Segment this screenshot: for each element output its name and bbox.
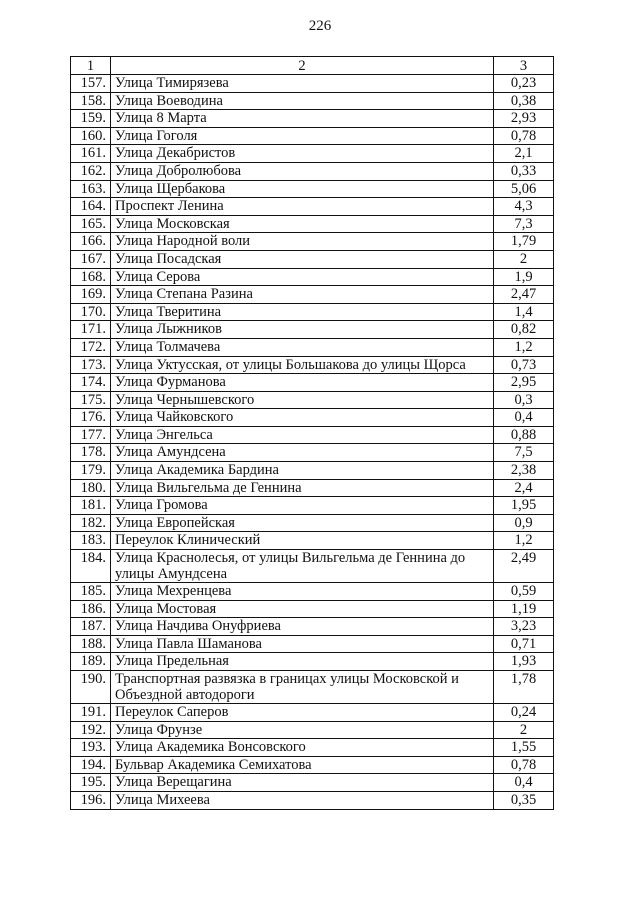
- street-name: Улица Добролюбова: [111, 162, 494, 180]
- street-name: Улица Московская: [111, 215, 494, 233]
- length-value: 5,06: [494, 180, 554, 198]
- street-name: Улица Гоголя: [111, 127, 494, 145]
- length-value: 0,71: [494, 635, 554, 653]
- row-number: 193.: [71, 739, 111, 757]
- row-number: 184.: [71, 550, 111, 583]
- row-number: 171.: [71, 321, 111, 339]
- table-row: [71, 704, 554, 722]
- street-name: Улица Академика Бардина: [111, 462, 494, 480]
- street-name: Улица 8 Марта: [111, 110, 494, 128]
- length-value: 1,55: [494, 739, 554, 757]
- street-name: Улица Вильгельма де Геннина: [111, 479, 494, 497]
- row-number: 159.: [71, 110, 111, 128]
- street-name: Улица Толмачева: [111, 338, 494, 356]
- row-number: 195.: [71, 774, 111, 792]
- row-number: 161.: [71, 145, 111, 163]
- street-name: Улица Декабристов: [111, 145, 494, 163]
- table-row: [71, 514, 554, 532]
- table-row: [71, 356, 554, 374]
- table-header-row: [71, 57, 554, 75]
- street-name: Улица Степана Разина: [111, 286, 494, 304]
- street-name: Улица Фрунзе: [111, 721, 494, 739]
- length-value: 0,4: [494, 774, 554, 792]
- row-number: 186.: [71, 600, 111, 618]
- length-value: 0,78: [494, 756, 554, 774]
- length-value: 0,24: [494, 704, 554, 722]
- length-value: 3,23: [494, 618, 554, 636]
- row-number: 177.: [71, 426, 111, 444]
- street-name: Улица Мехренцева: [111, 583, 494, 601]
- length-value: 0,88: [494, 426, 554, 444]
- table-row: [71, 303, 554, 321]
- table-row: [71, 756, 554, 774]
- table-row: [71, 600, 554, 618]
- street-name: Улица Тимирязева: [111, 75, 494, 93]
- street-name: Улица Верещагина: [111, 774, 494, 792]
- row-number: 187.: [71, 618, 111, 636]
- length-value: 0,9: [494, 514, 554, 532]
- street-name: Улица Уктусская, от улицы Большакова до улицы Щорса: [111, 356, 494, 374]
- row-number: 190.: [71, 671, 111, 704]
- row-number: 163.: [71, 180, 111, 198]
- street-name: Улица Чайковского: [111, 409, 494, 427]
- row-number: 167.: [71, 250, 111, 268]
- length-value: 1,19: [494, 600, 554, 618]
- street-name: Улица Амундсена: [111, 444, 494, 462]
- row-number: 194.: [71, 756, 111, 774]
- street-name: Транспортная развязка в границах улицы Московской и Объездной автодороги: [111, 671, 494, 704]
- row-number: 160.: [71, 127, 111, 145]
- row-number: 188.: [71, 635, 111, 653]
- length-value: 0,33: [494, 162, 554, 180]
- length-value: 1,78: [494, 671, 554, 704]
- row-number: 158.: [71, 92, 111, 110]
- length-value: 0,4: [494, 409, 554, 427]
- length-value: 1,79: [494, 233, 554, 251]
- row-number: 176.: [71, 409, 111, 427]
- row-number: 196.: [71, 791, 111, 809]
- table-row: [71, 321, 554, 339]
- table-row: [71, 671, 554, 704]
- length-value: 7,5: [494, 444, 554, 462]
- row-number: 166.: [71, 233, 111, 251]
- row-number: 165.: [71, 215, 111, 233]
- row-number: 183.: [71, 532, 111, 550]
- row-number: 192.: [71, 721, 111, 739]
- length-value: 0,23: [494, 75, 554, 93]
- table-row: [71, 721, 554, 739]
- street-name: Улица Академика Вонсовского: [111, 739, 494, 757]
- table-row: [71, 635, 554, 653]
- street-name: Улица Михеева: [111, 791, 494, 809]
- row-number: 185.: [71, 583, 111, 601]
- row-number: 180.: [71, 479, 111, 497]
- length-value: 2: [494, 721, 554, 739]
- row-number: 164.: [71, 198, 111, 216]
- length-value: 1,2: [494, 532, 554, 550]
- table-row: [71, 479, 554, 497]
- length-value: 1,4: [494, 303, 554, 321]
- length-value: 2,93: [494, 110, 554, 128]
- street-name: Улица Лыжников: [111, 321, 494, 339]
- column-header-3: 3: [494, 57, 554, 75]
- length-value: 1,95: [494, 497, 554, 515]
- length-value: 0,35: [494, 791, 554, 809]
- street-name: Проспект Ленина: [111, 198, 494, 216]
- row-number: 157.: [71, 75, 111, 93]
- table-row: [71, 444, 554, 462]
- street-name: Улица Европейская: [111, 514, 494, 532]
- street-name: Улица Серова: [111, 268, 494, 286]
- row-number: 170.: [71, 303, 111, 321]
- street-name: Улица Воеводина: [111, 92, 494, 110]
- length-value: 0,3: [494, 391, 554, 409]
- table-row: [71, 233, 554, 251]
- table-row: [71, 374, 554, 392]
- column-header-1: 1: [71, 57, 111, 75]
- table-row: [71, 92, 554, 110]
- table-row: [71, 110, 554, 128]
- length-value: 7,3: [494, 215, 554, 233]
- street-name: Бульвар Академика Семихатова: [111, 756, 494, 774]
- table-row: [71, 550, 554, 583]
- row-number: 172.: [71, 338, 111, 356]
- table-row: [71, 426, 554, 444]
- street-name: Улица Энгельса: [111, 426, 494, 444]
- row-number: 181.: [71, 497, 111, 515]
- table-row: [71, 145, 554, 163]
- row-number: 168.: [71, 268, 111, 286]
- street-name: Улица Предельная: [111, 653, 494, 671]
- table-row: [71, 286, 554, 304]
- table-row: [71, 653, 554, 671]
- table-row: [71, 268, 554, 286]
- length-value: 2,49: [494, 550, 554, 583]
- street-name: Улица Павла Шаманова: [111, 635, 494, 653]
- length-value: 0,38: [494, 92, 554, 110]
- street-name: Улица Краснолесья, от улицы Вильгельма де Геннина до улицы Амундсена: [111, 550, 494, 583]
- length-value: 2,4: [494, 479, 554, 497]
- street-name: Улица Фурманова: [111, 374, 494, 392]
- column-header-2: 2: [111, 57, 494, 75]
- street-name: Улица Начдива Онуфриева: [111, 618, 494, 636]
- table-row: [71, 532, 554, 550]
- table-row: [71, 618, 554, 636]
- table-body: [71, 75, 554, 810]
- row-number: 178.: [71, 444, 111, 462]
- table-row: [71, 409, 554, 427]
- row-number: 189.: [71, 653, 111, 671]
- street-name: Улица Щербакова: [111, 180, 494, 198]
- length-value: 2: [494, 250, 554, 268]
- street-name: Улица Громова: [111, 497, 494, 515]
- table-row: [71, 497, 554, 515]
- length-value: 2,95: [494, 374, 554, 392]
- row-number: 169.: [71, 286, 111, 304]
- table-row: [71, 739, 554, 757]
- table-row: [71, 250, 554, 268]
- table-row: [71, 215, 554, 233]
- length-value: 4,3: [494, 198, 554, 216]
- row-number: 174.: [71, 374, 111, 392]
- row-number: 182.: [71, 514, 111, 532]
- street-name: Улица Посадская: [111, 250, 494, 268]
- page-number: 226: [308, 18, 332, 34]
- street-name: Улица Чернышевского: [111, 391, 494, 409]
- table-row: [71, 774, 554, 792]
- length-value: 2,38: [494, 462, 554, 480]
- table-row: [71, 391, 554, 409]
- table-row: [71, 583, 554, 601]
- row-number: 191.: [71, 704, 111, 722]
- street-name: Переулок Саперов: [111, 704, 494, 722]
- table-row: [71, 338, 554, 356]
- table-row: [71, 791, 554, 809]
- row-number: 175.: [71, 391, 111, 409]
- street-name: Переулок Клинический: [111, 532, 494, 550]
- street-name: Улица Народной воли: [111, 233, 494, 251]
- row-number: 179.: [71, 462, 111, 480]
- length-value: 1,9: [494, 268, 554, 286]
- row-number: 173.: [71, 356, 111, 374]
- length-value: 0,82: [494, 321, 554, 339]
- length-value: 0,73: [494, 356, 554, 374]
- length-value: 2,47: [494, 286, 554, 304]
- streets-table: [70, 56, 554, 810]
- row-number: 162.: [71, 162, 111, 180]
- table-row: [71, 127, 554, 145]
- length-value: 0,59: [494, 583, 554, 601]
- table-row: [71, 162, 554, 180]
- table-row: [71, 198, 554, 216]
- length-value: 2,1: [494, 145, 554, 163]
- table-row: [71, 180, 554, 198]
- table-row: [71, 462, 554, 480]
- length-value: 0,78: [494, 127, 554, 145]
- length-value: 1,2: [494, 338, 554, 356]
- table-row: [71, 75, 554, 93]
- street-name: Улица Мостовая: [111, 600, 494, 618]
- length-value: 1,93: [494, 653, 554, 671]
- street-name: Улица Тверитина: [111, 303, 494, 321]
